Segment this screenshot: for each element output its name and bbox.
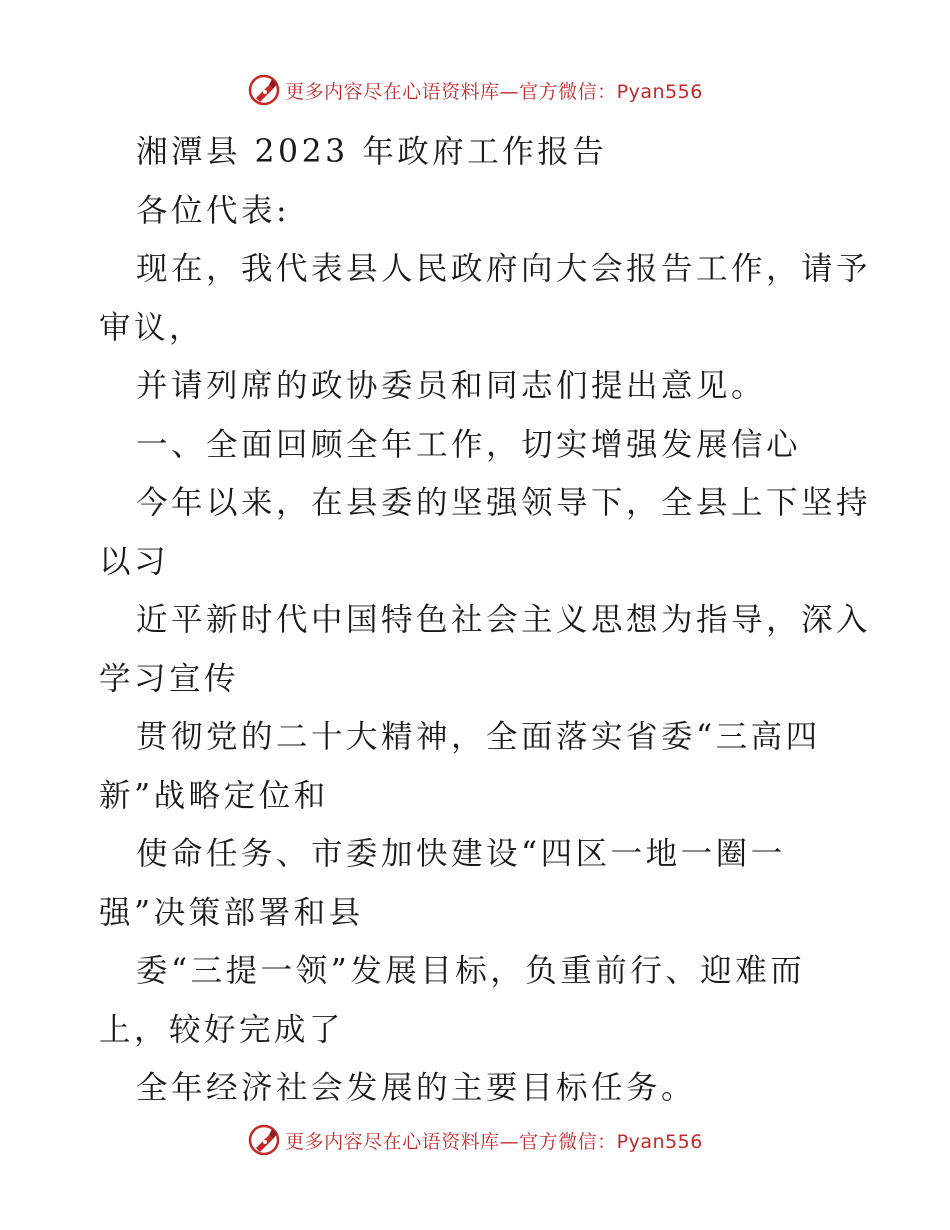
document-title: 湘潭县 2023 年政府工作报告 — [136, 134, 608, 170]
watermark-banner-top — [0, 70, 950, 110]
text-line: 现在，我代表县人民政府向大会报告工作，请予 — [136, 251, 872, 287]
text-line: 并请列席的政协委员和同志们提出意见。 — [136, 368, 767, 404]
document-body — [99, 123, 872, 1118]
watermark-text: 更多内容尽在心语资料库—官方微信：Pyan556 — [285, 1130, 703, 1153]
text-line: 以习 — [99, 543, 170, 580]
text-line: 使命任务、市委加快建设“四区一地一圈一 — [136, 836, 786, 872]
text-line: 上，较好完成了 — [99, 1011, 345, 1048]
watermark-banner-bottom — [0, 1120, 950, 1160]
text-line: 新”战略定位和 — [99, 777, 329, 814]
watermark-text: 更多内容尽在心语资料库—官方微信：Pyan556 — [285, 80, 703, 103]
text-line: 学习宣传 — [99, 660, 240, 697]
section-heading: 一、全面回顾全年工作，切实增强发展信心 — [136, 426, 802, 463]
text-line: 强”决策部署和县 — [99, 894, 364, 931]
text-line: 全年经济社会发展的主要目标任务。 — [136, 1070, 697, 1106]
text-line: 近平新时代中国特色社会主义思想为指导，深入 — [136, 602, 872, 638]
text-line: 委“三提一领”发展目标，负重前行、迎难而 — [136, 953, 806, 989]
text-line: 贯彻党的二十大精神，全面落实省委“三高四 — [136, 719, 821, 755]
pen-seal-logo-icon — [247, 73, 281, 107]
text-line: 审议， — [99, 309, 205, 346]
salutation: 各位代表: — [136, 192, 291, 229]
text-line: 今年以来，在县委的坚强领导下，全县上下坚持 — [136, 485, 872, 521]
pen-seal-logo-icon — [247, 1123, 281, 1157]
